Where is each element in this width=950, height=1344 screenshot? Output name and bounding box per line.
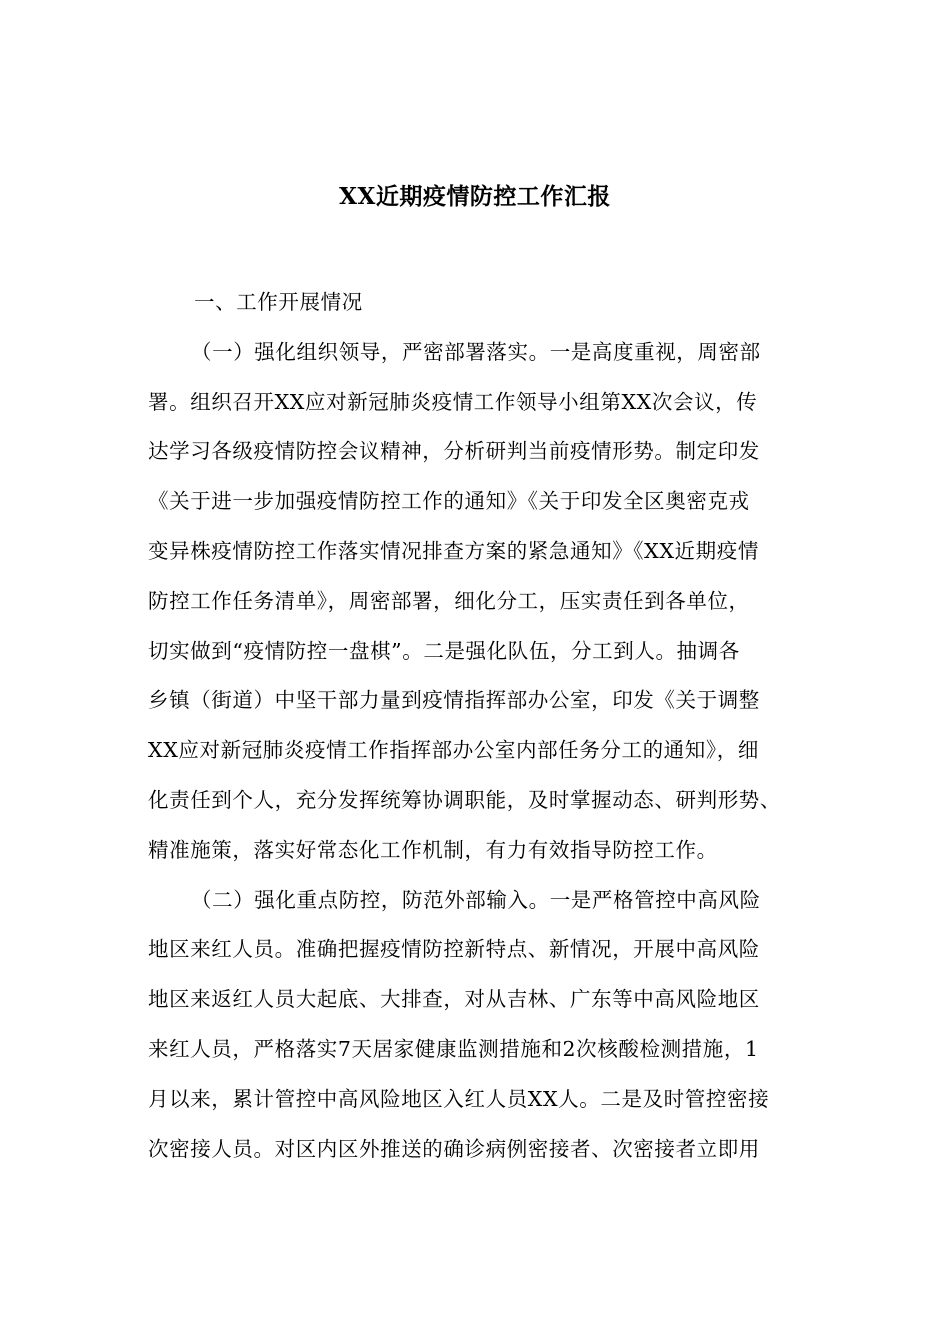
paragraph-line: 化责任到个人，充分发挥统筹协调职能，及时掌握动态、研判形势、	[148, 787, 781, 812]
paragraph-line: 《关于进一步加强疫情防控工作的通知》《关于印发全区奥密克戎	[148, 489, 750, 514]
paragraph-line: 次密接人员。对区内区外推送的确诊病例密接者、次密接者立即用	[148, 1136, 760, 1161]
paragraph-line: 月以来，累计管控中高风险地区入红人员XX人。二是及时管控密接	[148, 1086, 770, 1111]
paragraph-line: （二）强化重点防控，防范外部输入。一是严格管控中高风险	[191, 887, 761, 912]
paragraph-line: XX应对新冠肺炎疫情工作指挥部办公室内部任务分工的通知》，细	[148, 738, 759, 763]
paragraph-line: 切实做到“疫情防控一盘棋”。二是强化队伍，分工到人。抽调各	[148, 638, 740, 663]
document-body	[148, 278, 808, 1174]
paragraph-1	[148, 328, 808, 876]
document-title: XX近期疫情防控工作汇报	[339, 183, 611, 210]
paragraph-line: 地区来返红人员大起底、大排查，对从吉林、广东等中高风险地区	[148, 987, 760, 1012]
paragraph-line: 来红人员，严格落实7天居家健康监测措施和2次核酸检测措施，1	[148, 1036, 759, 1061]
paragraph-line: 达学习各级疫情防控会议精神，分析研判当前疫情形势。制定印发	[148, 439, 760, 464]
paragraph-2	[148, 876, 808, 1175]
paragraph-line: 精准施策，落实好常态化工作机制，有力有效指导防控工作。	[148, 837, 718, 862]
paragraph-line: 地区来红人员。准确把握疫情防控新特点、新情况，开展中高风险	[148, 937, 760, 962]
section-heading: 一、工作开展情况	[194, 290, 363, 314]
paragraph-line: 防控工作任务清单》，周密部署，细化分工，压实责任到各单位，	[148, 588, 750, 613]
paragraph-line: 乡镇（街道）中坚干部力量到疫情指挥部办公室，印发《关于调整	[148, 688, 760, 713]
paragraph-line: 变异株疫情防控工作落实情况排查方案的紧急通知》《XX近期疫情	[148, 538, 759, 563]
paragraph-line: 署。组织召开XX应对新冠肺炎疫情工作领导小组第XX次会议，传	[148, 389, 758, 414]
paragraph-line: （一）强化组织领导，严密部署落实。一是高度重视，周密部	[191, 339, 761, 364]
